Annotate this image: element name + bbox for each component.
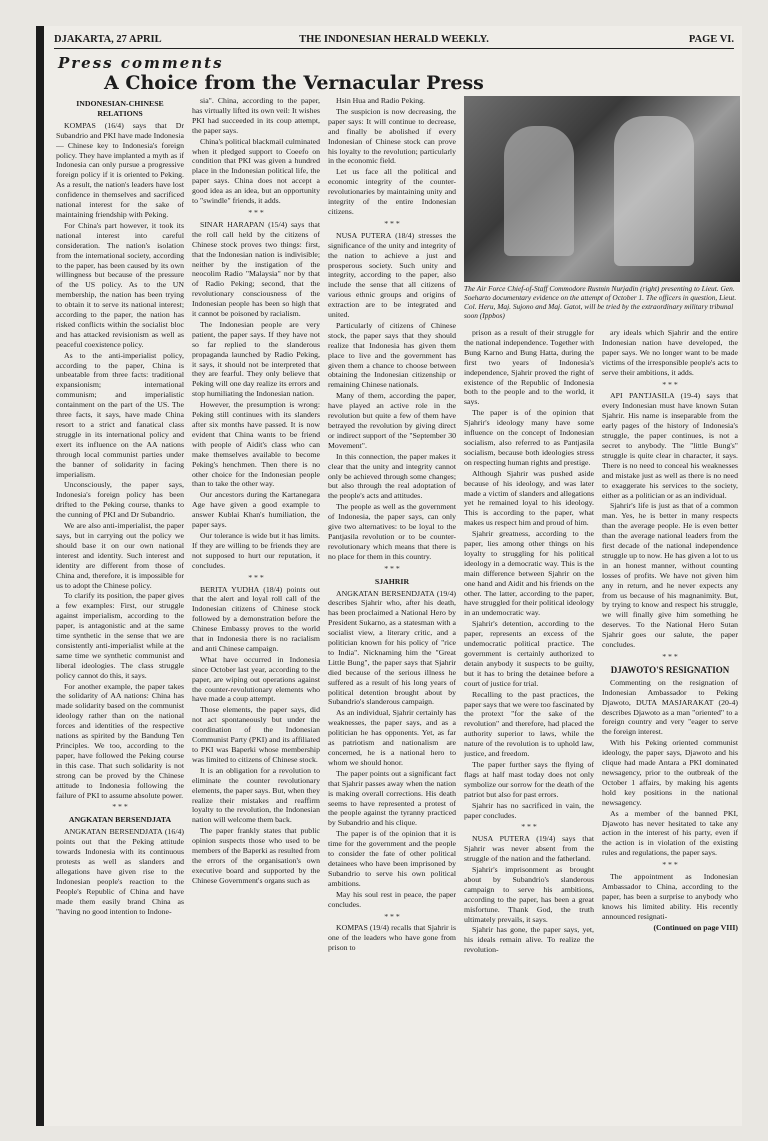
paragraph: Commenting on the resignation of Indonesian Ambassador to Peking Djawoto, DUTA MASJARAKAT (20-4) describes Djawoto as a man "oriented" to a foreign country and very "eager to serve the foreign interest. (602, 677, 738, 737)
paragraph: The suspicion is now decreasing, the paper says: It will continue to decrease, and finally be abolished if every Indonesian of Chinese stock can prove his loyalty to the revolution; particularly in the economic field. (328, 106, 456, 166)
paragraph: Our ancestors during the Kartanegara Age have given a good example to answer Kublai Khan's humiliation, the paper says. (192, 490, 320, 530)
photo-caption: The Air Force Chief-of-Staff Commodore Rusmin Nurjadin (right) presenting to Lieut. Gen. Soeharto documentary evidence on the attempt of October 1. The officers in question, Lieut. Col. Heru, Maj. Sujono and Maj. Gatot, will be tried by the extraordinary military tribunal soon (Ippbos) (464, 284, 737, 320)
paragraph: SINAR HARAPAN (15/4) says that the roll call held by the citizens of Chinese stock proves two things: first, that the Indonesian nation is indivisible; neither by the instigation of the neocolim Radio "Malaysia" nor by that of Radio Peking; second, that the revolutionary consciousness of the Indonesian people has been so high that it cannot be poisoned by racialism. (192, 219, 320, 319)
section-title: Press comments (58, 54, 224, 72)
paragraph: The paper is of the opinion that it is time for the government and the people to consider the fate of other political detainees who have been imprisoned by Subandrio to serve his own political ambitions. (328, 829, 456, 888)
paragraph: Many of them, according the paper, have played an active role in the revolution but quite a few of them have betrayed the revolution by giving direct or indirect support of the "September 30 Movement". (328, 391, 456, 450)
newspaper-page (36, 26, 742, 1126)
separator: * * * (662, 860, 678, 870)
paragraph: NUSA PUTERA (19/4) says that Sjahrir was never absent from the struggle of the nation and the fatherland. (464, 834, 594, 864)
subhead: DJAWOTO'S RESIGNATION (610, 664, 730, 675)
paragraph: Hsin Hua and Radio Peking. (336, 96, 426, 105)
subhead: INDONESIAN-CHINESE RELATIONS (76, 99, 164, 118)
paragraph: The paper points out a significant fact that Sjahrir passes away when the nation is making overall corrections. His death seems to have represented a protest of the people against the tyranny practiced by Subandrio and his clique. (328, 768, 456, 828)
paragraph: To clarify its position, the paper gives a few examples: First, our struggle against imperialism, according to the paper, is antagonistic and at the same time synthetic in the sense that we are consistently anti-imperialist while at the same time we synthetic communist and liberal ideologies. The class struggle policy cannot do this, it says. (56, 591, 184, 680)
paragraph: ary ideals which Sjahrir and the entire Indonesian nation have developed, the paper says. We no longer want to be made victims of the irresponsible people's acts to serve their ambitions, it adds. (602, 328, 738, 377)
column-1 (56, 96, 184, 1116)
column-2 (192, 96, 320, 1116)
continued-note: (Continued on page VIII) (653, 922, 738, 932)
paragraph: API PANTJASILA (19-4) says that every Indonesian must have known Sutan Sjahrir. His name is inseparable from the early pages of the history of Indonesia's struggle, the paper continues, is not a secret to anybody. The "little Bung's" struggle is quite clear in character, it says. There is no need to conceal his weaknesses and mistake just as well as there is no need to exaggerate his services to the society, either as a politician or as an individual. (602, 391, 738, 500)
news-photo (464, 96, 740, 282)
headline: A Choice from the Vernacular Press (104, 72, 484, 94)
paragraph: The paper further says the flying of flags at half mast today does not only symbolize our sorrow for the death of the patriot but also for past errors. (464, 759, 594, 799)
paragraph: With his Peking oriented communist ideology, the paper says, Djawoto and his clique had made Antara a PKI dominated newsagency, prior to the outbreak of the October 1 affairs, by making his agents hold key positions in the national newsagency. (602, 738, 738, 807)
paragraph: As a member of the banned PKI, Djawoto has never hesitated to take any action in the interest of his party, even if the action is in violation of the existing rules and regulations, the paper says. (602, 808, 738, 858)
column-3 (328, 96, 456, 1116)
separator: * * * (384, 911, 400, 921)
paragraph: We are also anti-imperialist, the paper says, but in carrying out the policy we should base it on our own national interest and identity. Such interest and identity are different from those of China and, therefore, it is impossible for us to adopt the Chinese policy. (56, 521, 184, 590)
paragraph: The appointment as Indonesian Ambassador to China, according to the paper, has been a surprise to anybody who knows his limited ability. His recently announced resignati- (602, 872, 738, 921)
separator: * * * (662, 379, 678, 389)
paragraph: Recalling to the past practices, the paper says that we were too fascinated by the protext "for the sake of the revolution" and therefore, had placed the authority superior to laws, while the nature of the revolution is to uphold law, justice, and freedom. (464, 689, 594, 759)
paragraph: Sjahrir has gone, the paper says, yet, his ideals remain alive. To realize the revolution- (464, 925, 594, 955)
paragraph: Our tolerance is wide but it has limits. If they are willing to be friends they are not supposed to hurt our reputation, it concludes. (192, 530, 320, 570)
separator: * * * (248, 572, 264, 582)
paragraph: prison as a result of their struggle for the national independence. Together with Bung Karno and Bung Hatta, during the first two years of Indonesia's independence, Sjahrir proved the right of existence of the Republic of Indonesia both to the people and to the world, it says. (464, 328, 594, 407)
paragraph: Although Sjahrir was pushed aside because of his ideology, and was later made a victim of slanders and allegations yet he remained loyal to his ideology. This is according to the paper, what makes us respect him and proud of him. (464, 468, 594, 528)
paragraph: Those elements, the paper says, did not act spontaneously but under the coordination of the Indonesian Communist Party (PKI) and its affiliated to PKI was Baperki whose membership was limited to citizens of Chinese stock. (192, 705, 320, 764)
paragraph: It is an obligation for a revolution to eliminate the counter revolutionary elements, the paper says. But, when they realize their mistakes and reaffirm loyalty to the revolution, the Indonesian nation will welcome them back. (192, 765, 320, 825)
column-5 (602, 328, 738, 1116)
paragraph: Sjahrir's life is just as that of a common man. Yes, he is better in many respects than the average people. He is even better than the average national leaders from the first decade of the national independence struggle up to now. He has given a lot to us in an honest manner, without counting losses of profits. We have not given him any in return, and he never expects any from us because of his magnanimity. But, by trying to know and respect his struggle, we will finally give him something he deserves. To the National Hero Sutan Sjahrir goes our salute, the paper concludes. (602, 501, 738, 650)
paragraph: For China's part however, it took its national interest into careful consideration. The nation's isolation from the international society, according to the paper, has been caused by its own willingness but because of the pressure of the US policy. As to the UN membership, the nation has been trying to obtain it to serve its national interest; according to the paper, the nation has risked conflicts within the socialist bloc and has attacked revisionism as well as peaceful coexistence policy. (56, 220, 184, 349)
header-page-number: PAGE VI. (688, 34, 734, 45)
paragraph: BERITA YUDHA (18/4) points out that the alert and loyal roll call of the Indonesian citizens of Chinese stock followed by a demonstration before the Chinese Embassy proves to the world that in Indonesia there is no racialism and anti Chinese campaign. (192, 584, 320, 653)
paragraph: Particularly of citizens of Chinese stock, the paper says that they should realize that Indonesia has given them place to live and the government has given them a chance to choose between obtaining the Indonesian citizenship or remaining Chinese nationals. (328, 320, 456, 390)
paragraph: Unconsciously, the paper says, Indonesia's foreign policy has been drifted to the Peking course, thanks to the cunning of PKI and Dr Subandrio. (56, 480, 184, 520)
separator: * * * (112, 802, 128, 812)
paragraph: KOMPAS (16/4) says that Dr Subandrio and PKI have made Indonesia — Chinese key to Indonesia's foreign policy. They have implanted a myth as if Indonesia can only pursue a progressive foreign policy if it is oriented to Peking. As a result, the nation's leaders have lost confidence in themselves and sacrificed national interest for the sake of maintaining friendship with Peking. (56, 120, 184, 219)
paragraph: For another example, the paper takes the solidarity of AA nations: China has made solidarity based on the communist ideology rather than on the national forces and identities of the respective nations as spirited by the Bandung Ten Principles. We too, according to the paper, have followed the Peking course in this case. That such solidarity is not strong can be proved by the Chinese attitude to Indonesia following the failure of PKI to assume absolute power. (56, 681, 184, 800)
paragraph: ANGKATAN BERSENDJATA (19/4) describes Sjahrir who, after his death, has been proclaimed a National Hero by President Sukarno, as a statesman with a socialist view, a literary critic, and a politician known for his policy of "rice to India". Nicknaming him the "Great Little Bung", the paper says that Sjahrir died because of the serious illness he suffered as a result of his long years of political detention brought about by Subandrio's slanderous campaign. (328, 588, 456, 707)
subhead: ANGKATAN BERSENDJATA (68, 815, 172, 825)
paragraph: As an individual, Sjahrir certainly has weaknesses, the paper says, and as a politician he has opponents. Yet, as far as patriotism and nationalism are concerned, he is a national hero to whom we should honor. (328, 708, 456, 767)
paragraph: As to the anti-imperialist policy, according to the paper, China is unbeatable from three facts: traditional expansionism; international communism; and imperialistic containment on the part of the US. The three facts, it says, have made China resort to a strict and fanatical class struggle in its international policy and exert its influence on the AA nations through local communist parties under the banner of solidarity in facing imperialism. (56, 350, 184, 479)
separator: * * * (521, 822, 537, 832)
separator: * * * (384, 563, 400, 573)
paragraph: May his soul rest in peace, the paper concludes. (328, 889, 456, 909)
paragraph: sia". China, according to the paper, has virtually lifted its own veil: It wishes PKI had succeeded in its coup attempt, the paper says. (192, 96, 320, 135)
paragraph: Sjahrir's imprisonment as brought about by Subandrio's slanderous campaign to serve his ambitions, according to the paper, has been a great misfortune. Thank God, the truth ultimately prevails, it says. (464, 865, 594, 924)
photo-figure-right (614, 116, 694, 266)
header-rule (54, 48, 734, 49)
column-4 (464, 328, 594, 1116)
paragraph: In this connection, the paper makes it clear that the unity and integrity cannot only be achieved through some changes; but also through the real adoptation of the people's acts and attitudes. (328, 451, 456, 501)
paragraph: Sjahrir's detention, according to the paper, represents an excess of the undemocratic political practice. The government is certainly authorized to detain anybody it suspects to be guilty, but it has to bring the detainee before a court of justice for trial. (464, 619, 594, 688)
separator: * * * (248, 207, 264, 217)
paragraph: The people as well as the government of Indonesia, the paper says, can only give two alternatives: to be loyal to the Pantjasila revolution or to be counter-revolutionary which means that there is no place for them in this country. (328, 502, 456, 561)
paragraph: However, the presumption is wrong: Peking still continues with its slanders after six months have passed. It is now evident that China wants to be friend with people of Aidit's class who can make themselves available to become Peking's henchmen. Then there is no other choice for the Indonesian people than to take the other way. (192, 400, 320, 489)
header-date: DJAKARTA, 27 APRIL (54, 34, 162, 45)
paragraph: KOMPAS (19/4) recalls that Sjahrir is one of the leaders who have gone from prison to (328, 923, 456, 953)
paragraph: Sjahrir has no sacrificed in vain, the paper concludes. (464, 800, 594, 820)
paragraph: The paper frankly states that public opinion suspects those who used to be members of the Baperki as resulted from the errors of the organisation's own executive board and supported by the Chinese Government's organs such as (192, 826, 320, 885)
paragraph: Let us face all the political and economic integrity of the counter-revolutionaries by maintaining unity and integrity of the entire Indonesian citizens. (328, 167, 456, 216)
paragraph: What have occurred in Indonesia since October last year, according to the paper, are wiping out operations against the counter-revolutionary elements who have made a coup attempt. (192, 654, 320, 704)
header-paper-name: THE INDONESIAN HERALD WEEKLY. (299, 34, 489, 45)
paragraph: The Indonesian people are very patient, the paper says. If they have not so far replied to the slanderous propaganda launched by Radio Peking, it says, it should not be interpreted that they are fearful. They only believe that Peking will one day realize its errors and stop humiliating the Indonesian nation. (192, 319, 320, 399)
subhead: SJAHRIR (374, 576, 410, 586)
paragraph: Sjahrir greatness, according to the paper, lies among other things on his loyalty to struggling for his political ideology in a democratic way. This is the main difference between Sjahrir on the one hand and Aidit and his friends on the other. The latter, according to the paper, have struggled for their political ideology in an undemocratic way. (464, 529, 594, 618)
paragraph: NUSA PUTERA (18/4) stresses the significance of the unity and integrity of the nation to achieve a just and prosperous society. Such unity and integrity, according to the paper, also include the sense that all citizens of various ethnic groups and origins of extraction are to be integrated and united. (328, 230, 456, 320)
paragraph: The paper is of the opinion that Sjahrir's ideology many have some influence on the concept of Indonesian socialism, also referred to as Pantjasila socialism, because both ideologies stress on respecting human rights and prestige. (464, 408, 594, 467)
separator: * * * (662, 652, 678, 661)
photo-figure-left (504, 126, 574, 256)
paragraph: China's political blackmail culminated when it pledged support to Coeefo on condition that PKI was given a hundred place in the Indonesian political life, the paper says. China does not accept a good idea as an idea, but an opportunity to "swindle" friends, it adds. (192, 136, 320, 206)
paragraph: ANGKATAN BERSENDJATA (16/4) points out that the Peking attitude towards Indonesia with its continuous protests as well as slanders and allegations have given rise to the Indonesian people's reaction to the People's Republic of China and have made them easily brand China as "having no good intention to Indone- (56, 827, 184, 916)
separator: * * * (384, 218, 400, 228)
